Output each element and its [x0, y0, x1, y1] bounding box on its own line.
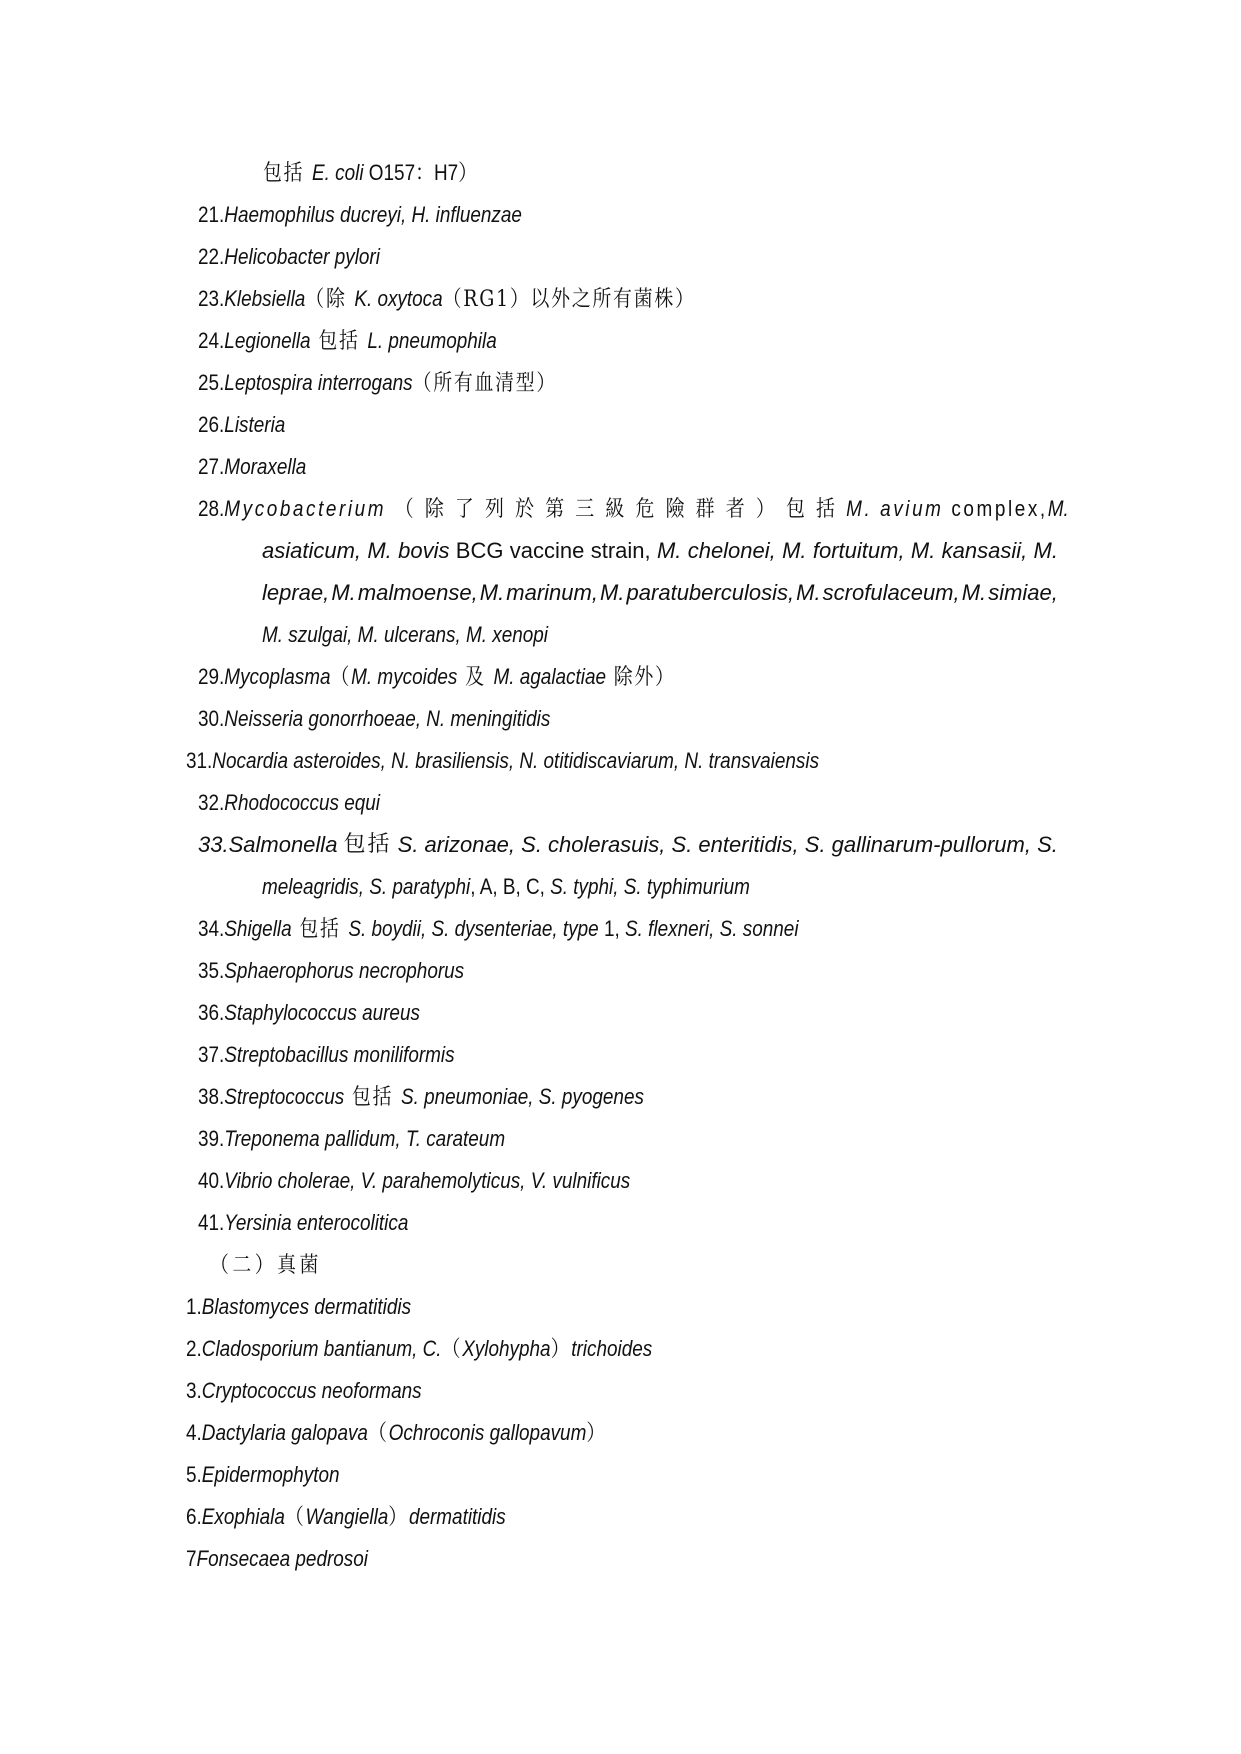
list-item-24: 24.Legionella 包括 L. pneumophila	[198, 328, 497, 354]
fungi-item-7: 7Fonsecaea pedrosoi	[186, 1546, 368, 1571]
list-item-20-continuation: 包括 E. coli O157：H7）	[263, 160, 478, 186]
list-item-30: 30.Neisseria gonorrhoeae, N. meningitidis	[198, 706, 551, 731]
list-item-38: 38.Streptococcus 包括 S. pneumoniae, S. pyogenes	[198, 1084, 644, 1110]
list-item-35: 35.Sphaerophorus necrophorus	[198, 958, 465, 983]
list-item-29: 29.Mycoplasma（M. mycoides 及 M. agalactiae 除外）	[198, 664, 676, 690]
list-item-28-line-3: leprae, M. malmoense, M. marinum, M. paratuberculosis, M. scrofulaceum, M. simiae,	[262, 580, 1058, 605]
list-item-33-line-1: 33.Salmonella 包括 S. arizonae, S. cholerasuis, S. enteritidis, S. gallinarum-pullorum, S.	[198, 832, 1058, 857]
fungi-item-3: 3.Cryptococcus neoformans	[186, 1378, 422, 1403]
list-item-28-line-4: M. szulgai, M. ulcerans, M. xenopi	[262, 622, 549, 647]
list-item-32: 32.Rhodococcus equi	[198, 790, 380, 815]
list-item-31: 31.Nocardia asteroides, N. brasiliensis, N. otitidiscaviarum, N. transvaiensis	[186, 748, 820, 773]
list-item-41: 41.Yersinia enterocolitica	[198, 1210, 409, 1235]
list-item-26: 26.Listeria	[198, 412, 286, 437]
list-item-21: 21.Haemophilus ducreyi, H. influenzae	[198, 202, 522, 227]
list-item-33-line-2: meleagridis, S. paratyphi, A, B, C, S. typhi, S. typhimurium	[262, 874, 750, 899]
list-item-39: 39.Treponema pallidum, T. carateum	[198, 1126, 506, 1151]
list-item-36: 36.Staphylococcus aureus	[198, 1000, 420, 1025]
list-item-22: 22.Helicobacter pylori	[198, 244, 380, 269]
list-item-34: 34.Shigella 包括 S. boydii, S. dysenteriae, type 1, S. flexneri, S. sonnei	[198, 916, 799, 942]
fungi-item-5: 5.Epidermophyton	[186, 1462, 340, 1487]
fungi-item-4: 4.Dactylaria galopava（Ochroconis gallopavum）	[186, 1420, 607, 1446]
list-item-23: 23.Klebsiella（除 K. oxytoca（RG1）以外之所有菌株）	[198, 286, 696, 312]
fungi-item-1: 1.Blastomyces dermatitidis	[186, 1294, 412, 1319]
list-item-37: 37.Streptobacillus moniliformis	[198, 1042, 455, 1067]
list-item-28-line-1: 28.Mycobacterium （ 除 了 列 於 第 三 級 危 險 群 者 ） 包 括 M. avium complex,M.	[198, 496, 1069, 522]
list-item-25: 25.Leptospira interrogans（所有血清型）	[198, 370, 558, 396]
fungi-item-2: 2.Cladosporium bantianum, C.（Xylohypha）trichoides	[186, 1336, 653, 1362]
list-item-40: 40.Vibrio cholerae, V. parahemolyticus, V. vulnificus	[198, 1168, 631, 1193]
list-item-28-line-2: asiaticum, M. bovis BCG vaccine strain, M. chelonei, M. fortuitum, M. kansasii, M.	[262, 538, 1058, 563]
fungi-item-6: 6.Exophiala（Wangiella）dermatitidis	[186, 1504, 506, 1530]
list-item-27: 27.Moraxella	[198, 454, 307, 479]
section-heading-fungi: （二）真菌	[210, 1253, 322, 1278]
